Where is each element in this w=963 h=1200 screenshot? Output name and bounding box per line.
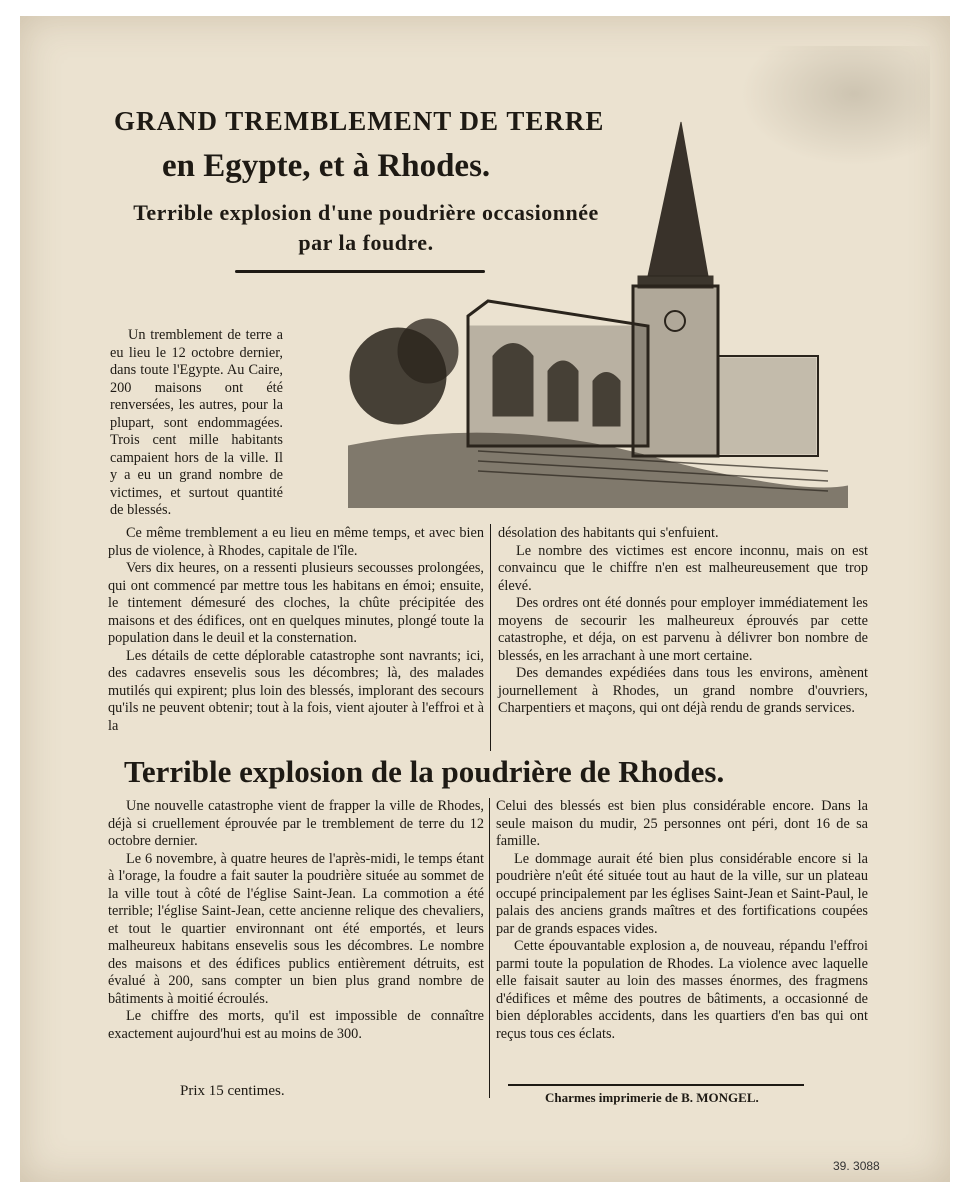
broadside-sheet xyxy=(20,16,950,1182)
church-illustration xyxy=(348,116,848,508)
headline-subtitle: Terrible explosion d'une poudrière occasionnée par la foudre. xyxy=(133,200,599,255)
intro-paragraph xyxy=(110,327,283,520)
paragraph: désolation des habitants qui s'enfuient. xyxy=(498,525,719,541)
footer-rule xyxy=(508,1084,804,1086)
section1-left-column xyxy=(108,525,484,735)
column-divider xyxy=(489,798,490,1098)
paragraph: Une nouvelle catastrophe vient de frapper la ville de Rhodes, déjà si cruellement éprouvée par le tremblement de terre du 12 octobre dernier. xyxy=(108,798,484,849)
section2-left-column xyxy=(108,798,484,1043)
accession-number: 39. 3088 xyxy=(833,1159,880,1173)
paragraph: Des ordres ont été donnés pour employer immédiatement les moyens de secourir les malheureux éprouvés par cette catastrophe, et déja, on est parvenu à délivrer bon nombre de blessés, en les arrachant à une mort certaine. xyxy=(498,595,868,664)
column-divider xyxy=(490,524,491,751)
paragraph: Le nombre des victimes est encore inconnu, mais on est convaincu que le chiffre n'en est malheureusement que trop élevé. xyxy=(498,542,868,594)
paragraph: Vers dix heures, on a ressenti plusieurs secousses prolongées, qui ont commencé par mettre tous les habitans en émoi; ensuite, le tintement démesuré des cloches, la chûte précipitée des maisons et des édifices, ont en quelques minutes, plongé toute la population dans le deuil et la consternation. xyxy=(108,560,484,646)
section2-heading: Terrible explosion de la poudrière de Rhodes. xyxy=(124,754,725,789)
printer-imprint: Charmes imprimerie de B. MONGEL. xyxy=(545,1090,759,1105)
paragraph: Celui des blessés est bien plus considérable encore. Dans la seule maison du mudir, 25 personnes ont péri, dont 16 de sa famille. xyxy=(496,798,868,849)
paragraph: Ce même tremblement a eu lieu en même temps, et avec bien plus de violence, à Rhodes, capitale de l'île. xyxy=(108,525,484,559)
price-label: Prix 15 centimes. xyxy=(180,1083,285,1099)
intro-text: Un tremblement de terre a eu lieu le 12 octobre dernier, dans toute l'Egypte. Au Caire, 200 maisons ont été renversées, les autres, pour la plupart, sont endommagées. Trois cent mille habitants campaient hors de la ville. Il y a eu un grand nombre de victimes, et surtout quantité de blessés. xyxy=(110,327,283,518)
paragraph: Le dommage aurait été bien plus considérable encore si la poudrière n'eût été située tout au haut de la ville, sur un plateau occupé principalement par les églises Saint-Jean et Saint-Paul, le palais des anciens grands maîtres et des fortifications coupées par de grands espaces vides. xyxy=(496,850,868,937)
paragraph: Le 6 novembre, à quatre heures de l'après-midi, le temps étant à l'orage, la foudre a fait sauter la poudrière située au sommet de la ville tout à côté de l'église Saint-Jean. La commotion a été terrible; l'église Saint-Jean, cette ancienne relique des chevaliers, et tout le quartier environnant ont été emportés, et leurs malheureux habitans ensevelis sous les décombres. Le nombre des maisons et des édifices publics entièrement détruits, est évalué à 200, sans compter un bien plus grand nombre de bâtiments à moitié écroulés. xyxy=(108,850,484,1007)
paragraph: Des demandes expédiées dans tous les environs, amènent journellement à Rhodes, un grand nombre d'ouvriers, Charpentiers et maçons, qui ont déjà rendu de grands services. xyxy=(498,665,868,716)
paragraph: Le chiffre des morts, qu'il est impossible de connaître exactement aujourd'hui est au moins de 300. xyxy=(108,1008,484,1042)
paragraph: Les détails de cette déplorable catastrophe sont navrants; ici, des cadavres ensevelis sous les décombres; là, des malades mutilés qui expirent; plus loin des blessés, implorant des secours qu'ils ne peuvent obtenir; tout à la fois, vient ajouter à l'effroi et à la xyxy=(108,647,484,734)
headline-line1: GRAND TREMBLEMENT DE TERRE xyxy=(114,106,605,136)
paragraph: Cette épouvantable explosion a, de nouveau, répandu l'effroi parmi toute la population de Rhodes. La violence avec laquelle elle faisait sauter au loin des masses énormes, des fragmens d'édifices et même des poutres de bâtiments, a occasionné de bien déplorables accidents, dans les quartiers d'en bas qui ont reçus tous ces éclats. xyxy=(496,938,868,1042)
section1-right-column xyxy=(498,525,868,718)
section2-right-column xyxy=(496,798,868,1043)
headline-line2: en Egypte, et à Rhodes. xyxy=(162,148,491,184)
